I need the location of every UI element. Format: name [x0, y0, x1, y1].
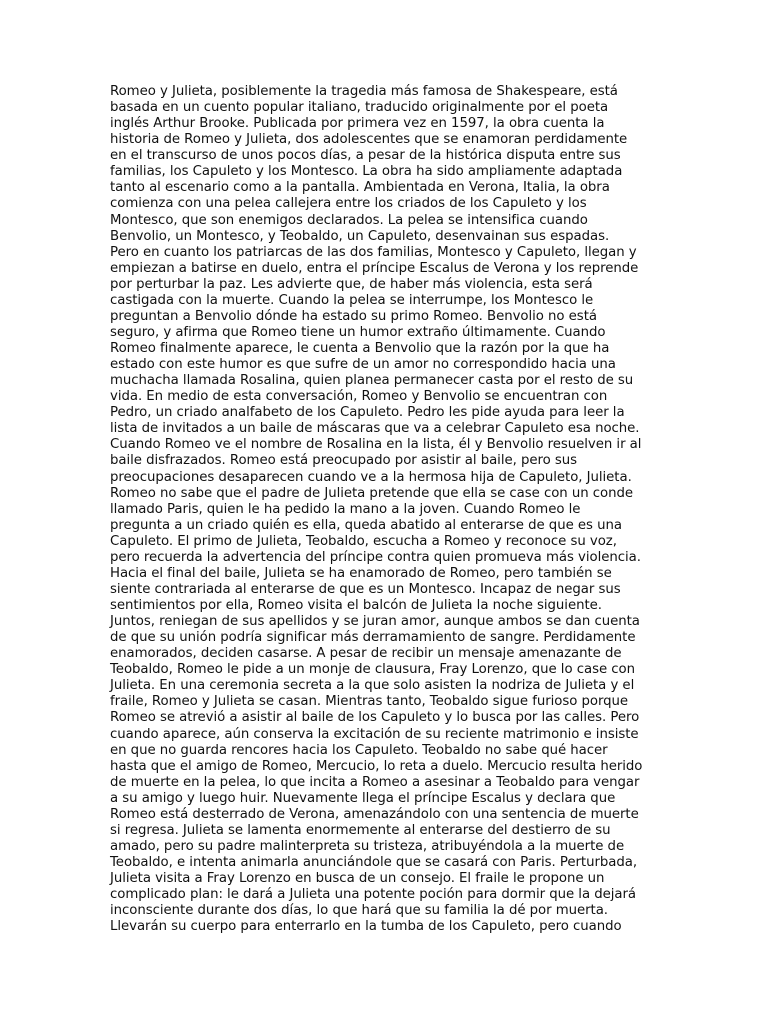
- text-line: inglés Arthur Brooke. Publicada por primera vez en 1597, la obra cuenta la: [110, 116, 605, 132]
- text-line: en que no guarda rencores hacia los Capuleto. Teobaldo no sabe qué hacer: [110, 742, 608, 758]
- body-paragraph: [110, 84, 658, 935]
- text-line: de muerte en la pelea, lo que incita a Romeo a asesinar a Teobaldo para vengar: [110, 774, 640, 790]
- text-line: si regresa. Julieta se lamenta enormemente al enterarse del destierro de su: [110, 822, 611, 838]
- text-line: amado, pero su padre malinterpreta su tristeza, atribuyéndola a la muerte de: [110, 838, 625, 854]
- text-line: vida. En medio de esta conversación, Romeo y Benvolio se encuentran con: [110, 389, 608, 405]
- text-line: hasta que el amigo de Romeo, Mercucio, lo reta a duelo. Mercucio resulta herido: [110, 758, 643, 774]
- text-line: comienza con una pelea callejera entre los criados de los Capuleto y los: [110, 196, 587, 212]
- text-line: lista de invitados a un baile de máscaras que va a celebrar Capuleto esa noche.: [110, 421, 640, 437]
- text-line: preguntan a Benvolio dónde ha estado su primo Romeo. Benvolio no está: [110, 308, 597, 324]
- text-line: estado con este humor es que sufre de un amor no correspondido hacia una: [110, 357, 616, 373]
- text-line: fraile, Romeo y Julieta se casan. Mientras tanto, Teobaldo sigue furioso porque: [110, 694, 629, 710]
- text-line: a su amigo y luego huir. Nuevamente llega el príncipe Escalus y declara que: [110, 790, 616, 806]
- text-line: Teobaldo, Romeo le pide a un monje de clausura, Fray Lorenzo, que lo case con: [110, 662, 635, 678]
- text-line: familias, los Capuleto y los Montesco. La obra ha sido ampliamente adaptada: [110, 164, 623, 180]
- text-line: muchacha llamada Rosalina, quien planea permanecer casta por el resto de su: [110, 373, 634, 389]
- text-line: historia de Romeo y Julieta, dos adolescentes que se enamoran perdidamente: [110, 132, 628, 148]
- text-line: enamorados, deciden casarse. A pesar de recibir un mensaje amenazante de: [110, 646, 622, 662]
- text-line: cuando aparece, aún conserva la excitación de su reciente matrimonio e insiste: [110, 726, 639, 742]
- text-line: Romeo no sabe que el padre de Julieta pretende que ella se case con un conde: [110, 485, 634, 501]
- text-line: Teobaldo, e intenta animarla anunciándole que se casará con Paris. Perturbada,: [110, 855, 638, 870]
- text-line: de que su unión podría significar más derramamiento de sangre. Perdidamente: [110, 630, 636, 646]
- text-line: pero recuerda la advertencia del príncipe contra quien promueva más violencia.: [110, 549, 641, 565]
- text-line: Pero en cuanto los patriarcas de las dos familias, Montesco y Capuleto, llegan y: [110, 244, 637, 260]
- text-line: Julieta visita a Fray Lorenzo en busca de un consejo. El fraile le propone un: [110, 871, 605, 887]
- text-line: preocupaciones desaparecen cuando ve a la hermosa hija de Capuleto, Julieta.: [110, 469, 632, 485]
- text-line: pregunta a un criado quién es ella, queda abatido al enterarse de que es una: [110, 517, 622, 533]
- text-line: Romeo y Julieta, posiblemente la tragedia más famosa de Shakespeare, está: [110, 84, 618, 99]
- document-page: [110, 84, 658, 935]
- text-line: basada en un cuento popular italiano, traducido originalmente por el poeta: [110, 100, 609, 116]
- text-line: Llevarán su cuerpo para enterrarlo en la tumba de los Capuleto, pero cuando: [110, 919, 622, 935]
- text-line: baile disfrazados. Romeo está preocupado por asistir al baile, pero sus: [110, 453, 577, 469]
- text-line: Juntos, reniegan de sus apellidos y se juran amor, aunque ambos se dan cuenta: [110, 614, 640, 630]
- text-line: Romeo finalmente aparece, le cuenta a Benvolio que la razón por la que ha: [110, 341, 610, 356]
- text-line: Benvolio, un Montesco, y Teobaldo, un Capuleto, desenvainan sus espadas.: [110, 228, 610, 244]
- text-line: Pedro, un criado analfabeto de los Capuleto. Pedro les pide ayuda para leer la: [110, 405, 625, 421]
- text-line: llamado Paris, quien le ha pedido la mano a la joven. Cuando Romeo le: [110, 501, 581, 517]
- text-line: Romeo se atrevió a asistir al baile de los Capuleto y lo busca por las calles. Pero: [110, 710, 640, 726]
- text-line: Capuleto. El primo de Julieta, Teobaldo, escucha a Romeo y reconoce su voz,: [110, 533, 617, 549]
- text-line: seguro, y afirma que Romeo tiene un humor extraño últimamente. Cuando: [110, 324, 606, 340]
- text-line: inconsciente durante dos días, lo que hará que su familia la dé por muerta.: [110, 903, 608, 919]
- text-line: empiezan a batirse en duelo, entra el príncipe Escalus de Verona y los reprende: [110, 260, 639, 276]
- text-line: castigada con la muerte. Cuando la pelea se interrumpe, los Montesco le: [110, 292, 594, 308]
- text-line: Cuando Romeo ve el nombre de Rosalina en la lista, él y Benvolio resuelven ir al: [110, 437, 642, 453]
- text-line: Hacia el final del baile, Julieta se ha enamorado de Romeo, pero también se: [110, 565, 612, 581]
- text-line: en el transcurso de unos pocos días, a pesar de la histórica disputa entre sus: [110, 148, 621, 164]
- text-line: sentimientos por ella, Romeo visita el balcón de Julieta la noche siguiente.: [110, 598, 602, 613]
- text-line: complicado plan: le dará a Julieta una potente poción para dormir que la dejará: [110, 887, 636, 903]
- text-line: tanto al escenario como a la pantalla. Ambientada en Verona, Italia, la obra: [110, 180, 610, 196]
- text-line: Julieta. En una ceremonia secreta a la que solo asisten la nodriza de Julieta y el: [110, 678, 635, 694]
- text-line: siente contrariada al enterarse de que es un Montesco. Incapaz de negar sus: [110, 581, 621, 597]
- text-line: Montesco, que son enemigos declarados. La pelea se intensifica cuando: [110, 212, 588, 228]
- text-line: por perturbar la paz. Les advierte que, de haber más violencia, esta será: [110, 276, 593, 292]
- text-line: Romeo está desterrado de Verona, amenazándolo con una sentencia de muerte: [110, 806, 639, 822]
